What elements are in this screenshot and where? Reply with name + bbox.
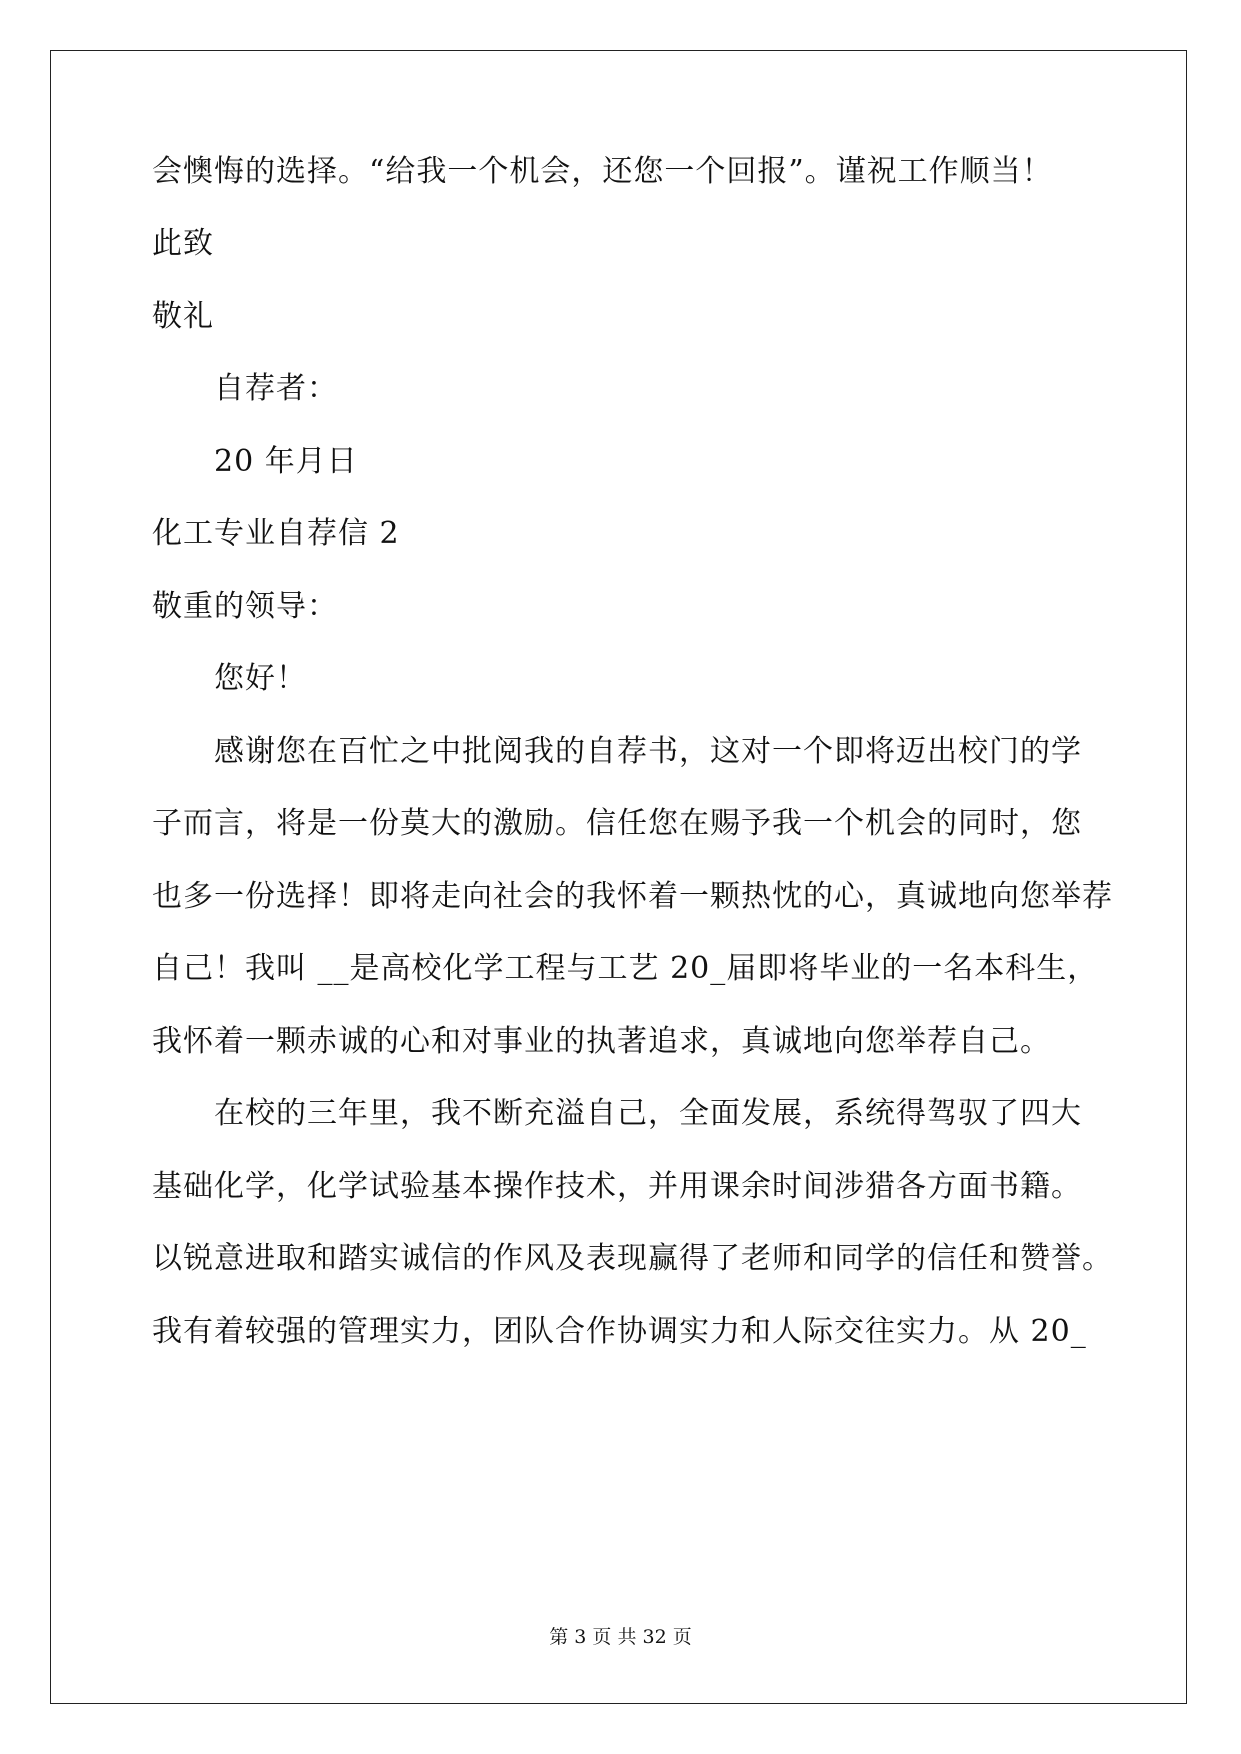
signature-label: 自荐者： xyxy=(214,371,338,406)
closing-line: 此致 xyxy=(152,226,214,261)
text-line: 我怀着一颗赤诚的心和对事业的执著追求，真诚地向您举荐自己。 xyxy=(152,1024,1051,1059)
text-line: 也多一份选择！即将走向社会的我怀着一颗热忱的心，真诚地向您举荐 xyxy=(152,879,1113,914)
closing-line: 敬礼 xyxy=(152,299,214,334)
text-line: 感谢您在百忙之中批阅我的自荐书，这对一个即将迈出校门的学 xyxy=(214,734,1082,769)
date-line: 20 年月日 xyxy=(214,444,358,479)
section-title: 化工专业自荐信 2 xyxy=(152,516,400,551)
text-line: 在校的三年里，我不断充溢自己，全面发展，系统得驾驭了四大 xyxy=(214,1096,1082,1131)
text-line: 自己！我叫 __是高校化学工程与工艺 20_届即将毕业的一名本科生， xyxy=(152,951,1099,986)
salutation: 敬重的领导： xyxy=(152,589,338,624)
text-line: 以锐意进取和踏实诚信的作风及表现赢得了老师和同学的信任和赞誉。 xyxy=(152,1241,1113,1276)
text-line: 基础化学，化学试验基本操作技术，并用课余时间涉猎各方面书籍。 xyxy=(152,1169,1082,1204)
text-line: 子而言，将是一份莫大的激励。信任您在赐予我一个机会的同时，您 xyxy=(152,806,1082,841)
page-number: 第 3 页 共 32 页 xyxy=(549,1626,692,1648)
greeting: 您好！ xyxy=(214,661,307,696)
text-line: 会懊悔的选择。“给我一个机会，还您一个回报”。谨祝工作顺当！ xyxy=(152,154,1053,189)
text-line: 我有着较强的管理实力，团队合作协调实力和人际交往实力。从 20_ xyxy=(152,1314,1087,1349)
